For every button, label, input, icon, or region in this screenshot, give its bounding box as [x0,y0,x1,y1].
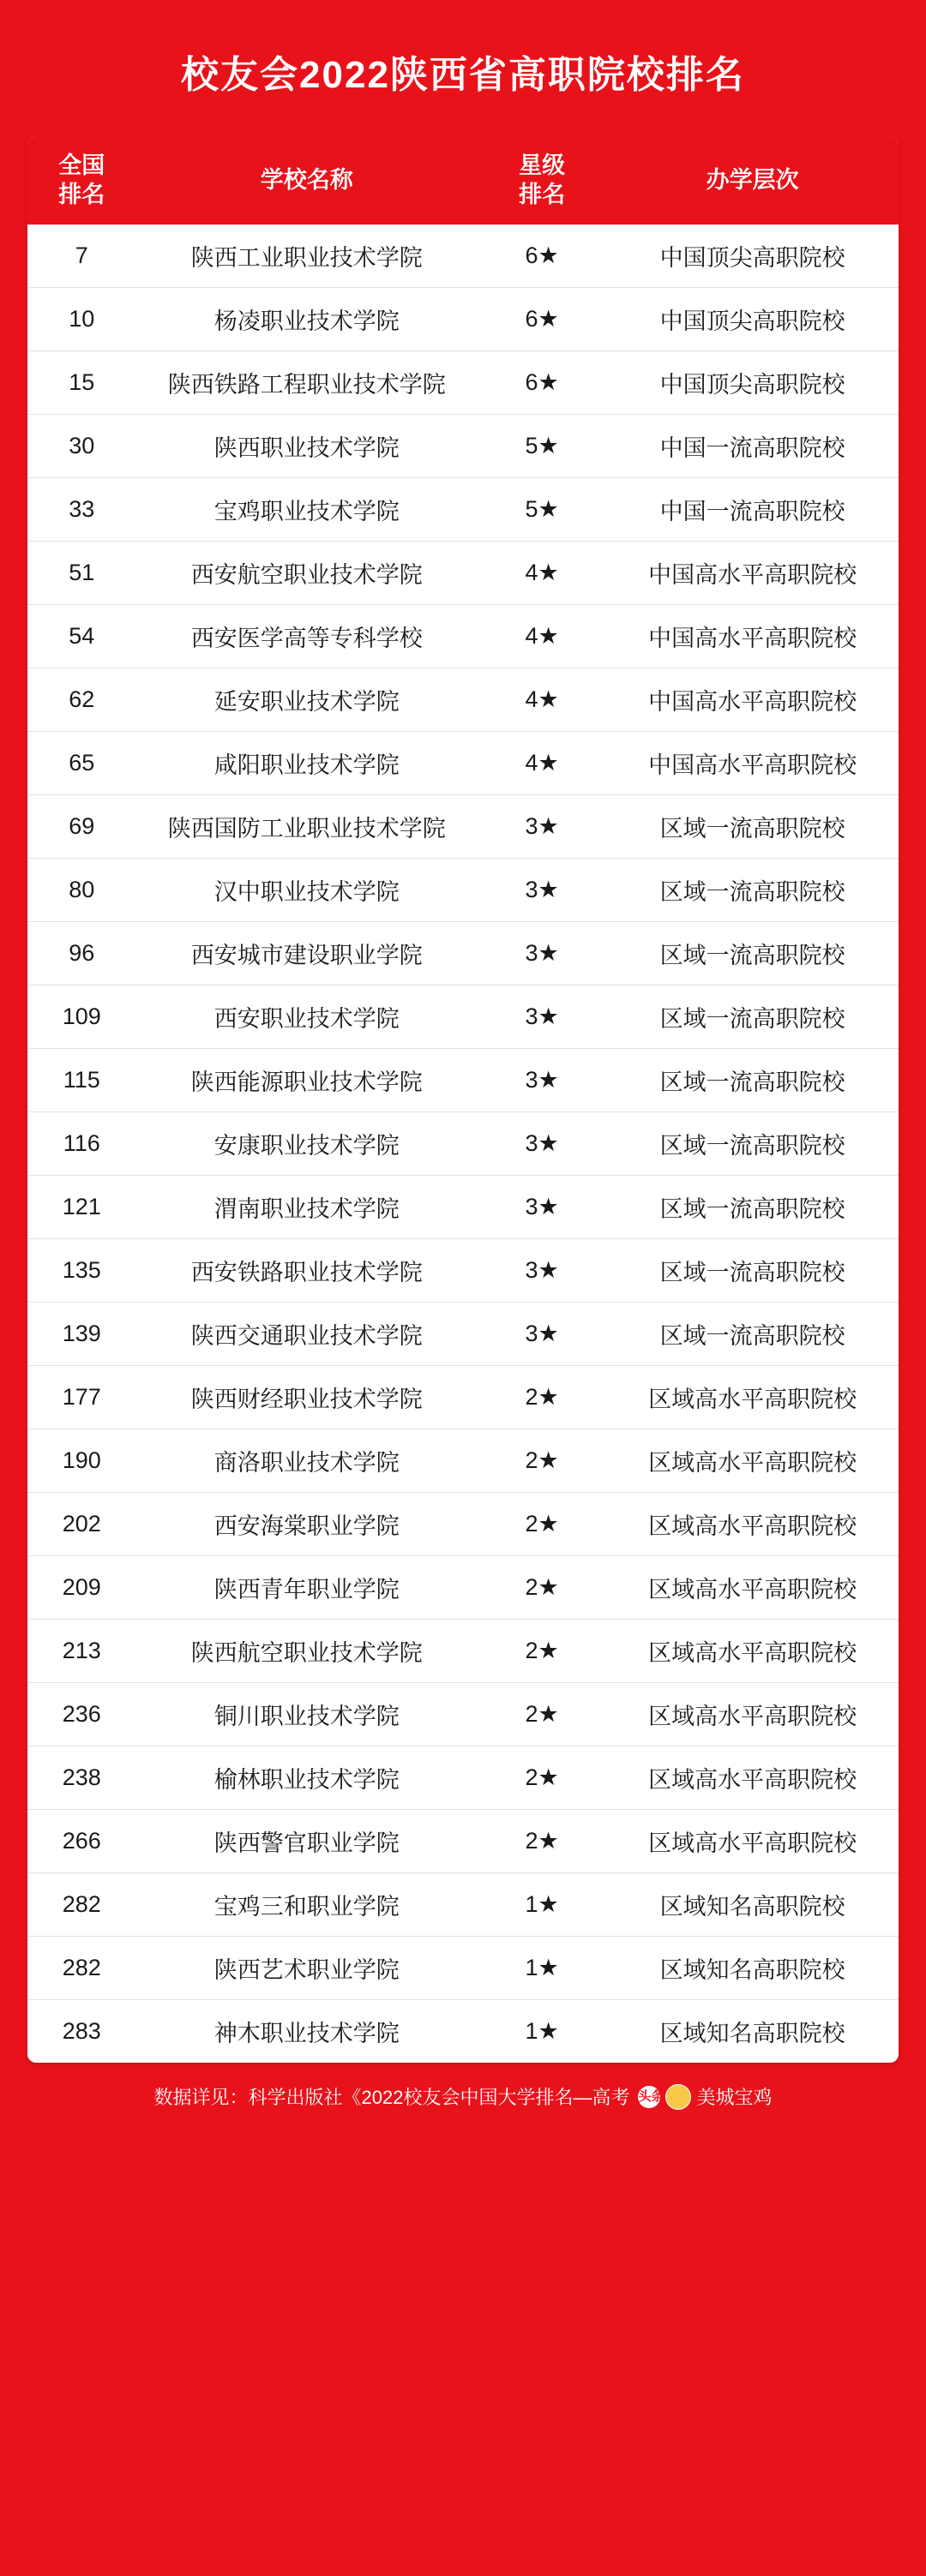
cell-level: 中国高水平高职院校 [606,668,899,732]
column-header-school-name [135,136,478,225]
footer-source-note: 数据详见：科学出版社《2022校友会中国大学排名—高考 [153,2087,630,2109]
cell-level: 中国顶尖高职院校 [606,351,899,415]
column-header-star-rank-line1: 星级 [519,152,566,178]
table-row [27,605,899,668]
column-header-level [606,136,899,225]
cell-level: 区域高水平高职院校 [606,1493,899,1556]
cell-star: 3★ [478,1112,606,1176]
table-row [27,1176,899,1239]
cell-star: 4★ [478,542,606,605]
cell-level: 区域知名高职院校 [606,1873,899,1937]
ranking-table [27,136,899,2064]
cell-level: 区域一流高职院校 [606,1239,899,1303]
cell-school-name: 陕西艺术职业学院 [135,1937,478,2000]
cell-rank: 177 [27,1366,135,1429]
cell-level: 中国高水平高职院校 [606,732,899,795]
cell-rank: 283 [62,2018,101,2045]
cell-star: 3★ [478,1303,606,1366]
cell-star: 3★ [478,1176,606,1239]
cell-rank: 116 [27,1112,135,1176]
table-row [27,1493,899,1556]
cell-star: 3★ [478,859,606,922]
cell-school-name: 西安航空职业技术学院 [135,542,478,605]
cell-level: 中国顶尖高职院校 [606,288,899,351]
avatar [665,2084,691,2110]
cell-rank: 135 [27,1239,135,1303]
cell-rank: 69 [27,795,135,859]
cell-school-name: 宝鸡职业技术学院 [135,478,478,542]
cell-school-name: 咸阳职业技术学院 [135,732,478,795]
column-header-national-rank-line2: 排名 [58,181,105,207]
cell-school-name: 陕西财经职业技术学院 [135,1366,478,1429]
table-row [27,795,899,859]
cell-rank: 30 [27,415,135,478]
cell-level: 区域一流高职院校 [606,1112,899,1176]
cell-school-name: 陕西国防工业职业技术学院 [135,795,478,859]
cell-school-name: 西安海棠职业学院 [135,1493,478,1556]
cell-level: 区域知名高职院校 [606,1937,899,2000]
cell-star: 6★ [478,288,606,351]
cell-star: 5★ [478,415,606,478]
cell-star: 2★ [478,1683,606,1746]
cell-star: 2★ [478,1556,606,1620]
cell-rank: 109 [27,985,135,1049]
cell-level: 区域高水平高职院校 [606,1683,899,1746]
table-row [27,225,899,288]
table-row [27,1746,899,1810]
cell-level: 区域知名高职院校 [659,2021,845,2047]
cell-school-name: 陕西青年职业学院 [135,1556,478,1620]
cell-school-name: 陕西能源职业技术学院 [135,1049,478,1112]
cell-star: 4★ [478,668,606,732]
table-row [27,1239,899,1303]
cell-rank: 115 [27,1049,135,1112]
cell-rank: 54 [27,605,135,668]
table-row [27,542,899,605]
cell-level: 中国一流高职院校 [606,415,899,478]
footer [27,2063,899,2110]
cell-rank: 10 [27,288,135,351]
cell-star: 3★ [478,985,606,1049]
cell-school-name: 陕西警官职业学院 [135,1810,478,1873]
table-row [27,922,899,985]
cell-school-name: 杨凌职业技术学院 [135,288,478,351]
cell-level: 区域高水平高职院校 [606,1620,899,1683]
cell-star: 2★ [478,1746,606,1810]
cell-rank: 213 [27,1620,135,1683]
table-row [27,1429,899,1493]
cell-rank: 62 [27,668,135,732]
cell-school-name: 延安职业技术学院 [135,668,478,732]
table-row [27,668,899,732]
column-header-national-rank [27,136,135,225]
cell-star: 3★ [478,922,606,985]
cell-star: 1★ [478,1873,606,1937]
cell-star: 4★ [478,732,606,795]
table-row [27,1049,899,1112]
cell-star: 5★ [478,478,606,542]
cell-school-name: 西安城市建设职业学院 [135,922,478,985]
cell-school-name: 陕西职业技术学院 [135,415,478,478]
cell-star: 2★ [478,1429,606,1493]
column-header-national-rank-line1: 全国 [58,152,105,178]
cell-level: 区域高水平高职院校 [606,1429,899,1493]
cell-school-name: 汉中职业技术学院 [135,859,478,922]
cell-rank: 121 [27,1176,135,1239]
cell-star: 3★ [478,1049,606,1112]
table-row [27,1683,899,1746]
cell-school-name: 陕西交通职业技术学院 [135,1303,478,1366]
cell-star: 1★ [525,2018,559,2045]
cell-school-name: 陕西工业职业技术学院 [135,225,478,288]
table-row [27,1112,899,1176]
cell-school-name: 榆林职业技术学院 [135,1746,478,1810]
cell-level: 区域高水平高职院校 [606,1556,899,1620]
table-header [27,136,899,225]
cell-star: 2★ [478,1620,606,1683]
cell-school-name: 渭南职业技术学院 [135,1176,478,1239]
cell-rank: 202 [27,1493,135,1556]
cell-level: 区域一流高职院校 [606,1176,899,1239]
cell-school-name: 商洛职业技术学院 [135,1429,478,1493]
cell-rank: 15 [27,351,135,415]
cell-level: 区域高水平高职院校 [606,1810,899,1873]
table-row [27,2000,899,2064]
account-name: 美城宝鸡 [696,2087,773,2109]
table-row [27,288,899,351]
column-header-level-label: 办学层次 [706,166,799,193]
table-row [27,351,899,415]
table-row [27,1556,899,1620]
cell-star: 6★ [478,225,606,288]
cell-level: 区域一流高职院校 [606,1049,899,1112]
cell-level: 中国高水平高职院校 [606,542,899,605]
table-row [27,1937,899,2000]
cell-level: 区域一流高职院校 [606,795,899,859]
cell-level: 区域一流高职院校 [606,985,899,1049]
cell-school-name: 西安铁路职业技术学院 [135,1239,478,1303]
cell-star: 3★ [478,1239,606,1303]
cell-star: 1★ [478,1937,606,2000]
column-header-star-rank [478,136,606,225]
cell-level: 中国顶尖高职院校 [606,225,899,288]
cell-level: 中国一流高职院校 [606,478,899,542]
cell-rank: 236 [27,1683,135,1746]
cell-star: 3★ [478,795,606,859]
cell-rank: 282 [27,1937,135,2000]
table-header-row [27,136,899,225]
ranking-card [27,136,899,2064]
cell-rank: 65 [27,732,135,795]
cell-school-name: 西安职业技术学院 [135,985,478,1049]
cell-school-name: 陕西航空职业技术学院 [135,1620,478,1683]
column-header-school-name-label: 学校名称 [260,166,353,193]
cell-rank: 266 [27,1810,135,1873]
table-row [27,1303,899,1366]
cell-level: 区域一流高职院校 [606,859,899,922]
cell-rank: 238 [27,1746,135,1810]
cell-star: 6★ [478,351,606,415]
cell-school-name: 陕西铁路工程职业技术学院 [135,351,478,415]
table-row [27,1873,899,1937]
cell-star: 2★ [478,1366,606,1429]
cell-rank: 96 [27,922,135,985]
cell-school-name: 宝鸡三和职业学院 [135,1873,478,1937]
cell-rank: 33 [27,478,135,542]
cell-star: 4★ [478,605,606,668]
table-row [27,1366,899,1429]
cell-rank: 7 [27,225,135,288]
cell-level: 区域高水平高职院校 [606,1366,899,1429]
cell-rank: 139 [27,1303,135,1366]
table-body [27,225,899,2063]
page-title: 校友会2022陕西省高职院校排名 [181,54,745,96]
table-row [27,1620,899,1683]
toutiao-watermark [638,2083,772,2110]
cell-school-name: 安康职业技术学院 [135,1112,478,1176]
cell-level: 区域一流高职院校 [606,1303,899,1366]
cell-star: 2★ [478,1493,606,1556]
table-row [27,478,899,542]
toutiao-logo-icon: 头条 [638,2086,660,2108]
cell-rank: 51 [27,542,135,605]
cell-level: 区域一流高职院校 [606,922,899,985]
cell-rank: 80 [27,859,135,922]
cell-star: 2★ [478,1810,606,1873]
cell-rank: 190 [27,1429,135,1493]
cell-school-name: 神木职业技术学院 [213,2021,400,2047]
column-header-star-rank-line2: 排名 [519,181,566,207]
cell-level: 中国高水平高职院校 [606,605,899,668]
table-row [27,859,899,922]
table-row [27,985,899,1049]
cell-level: 区域高水平高职院校 [606,1746,899,1810]
cell-school-name: 铜川职业技术学院 [135,1683,478,1746]
cell-rank: 209 [27,1556,135,1620]
table-row [27,415,899,478]
table-row [27,732,899,795]
table-row [27,1810,899,1873]
cell-rank: 282 [27,1873,135,1937]
cell-school-name: 西安医学高等专科学校 [135,605,478,668]
